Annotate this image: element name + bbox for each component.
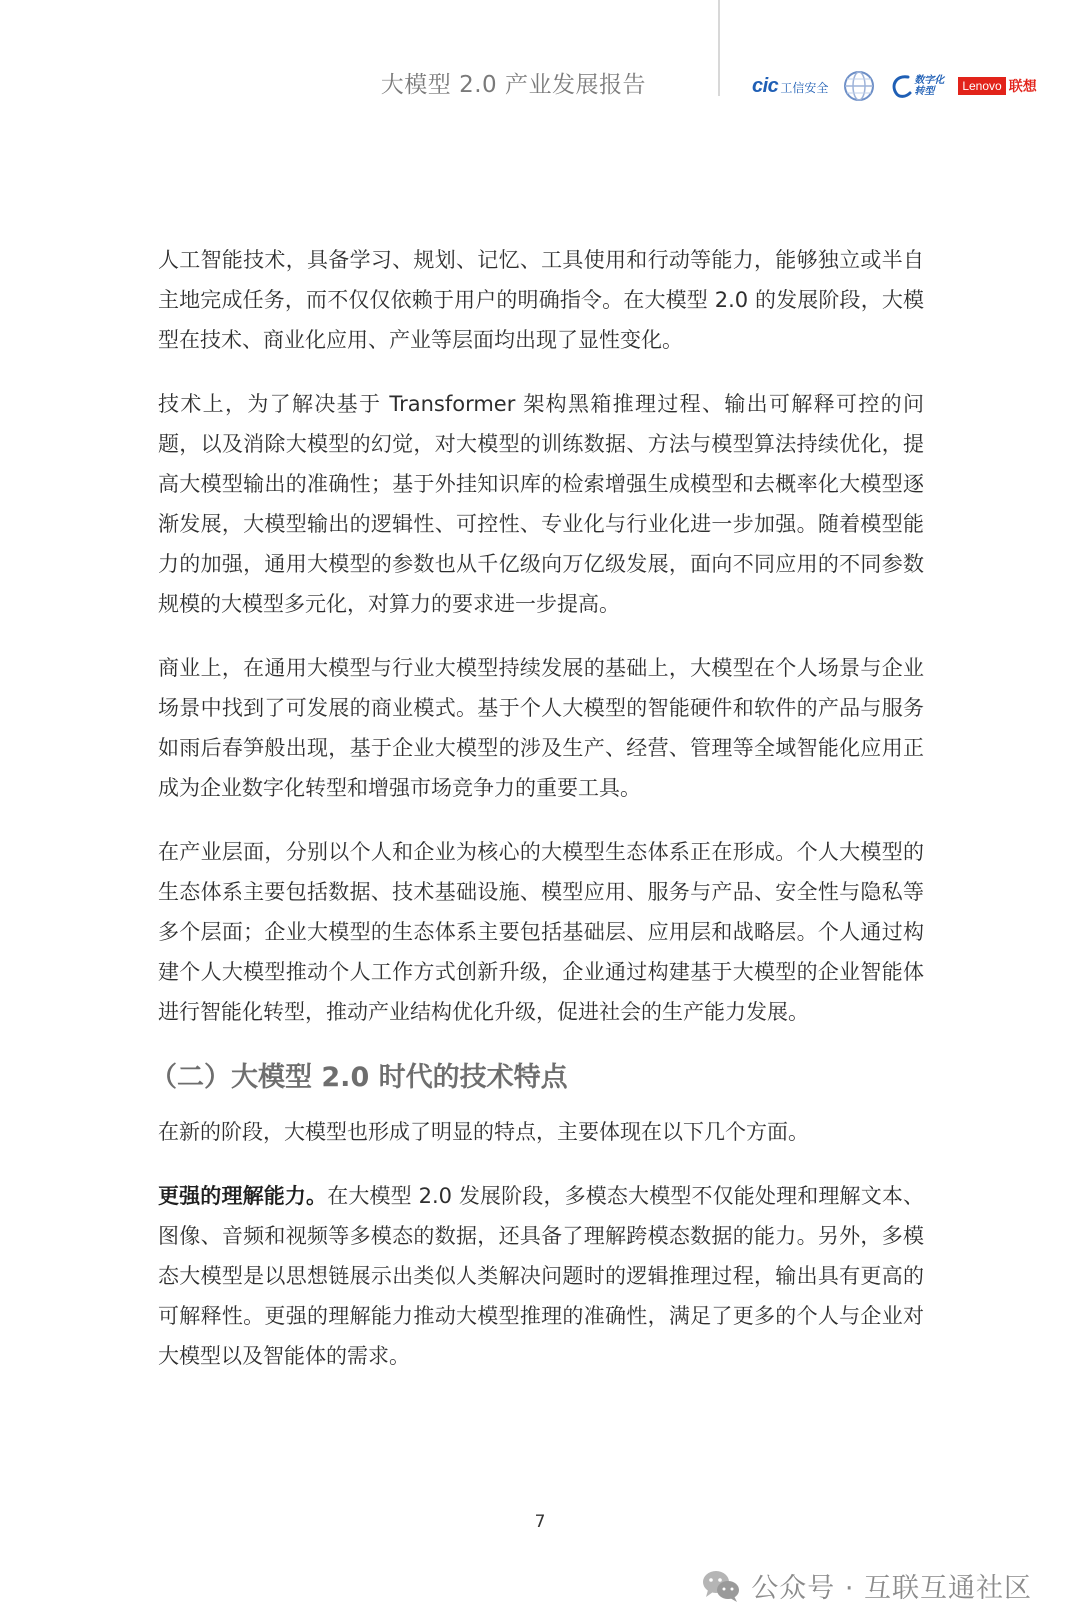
paragraph-understanding-ability bbox=[158, 1176, 924, 1376]
section-heading: （二）大模型 2.0 时代的技术特点 bbox=[150, 1062, 568, 1093]
paragraph-technology: 技术上，为了解决基于 Transformer 架构黑箱推理过程、输出可解释可控的问题，以及消除大模型的幻觉，对大模型的训练数据、方法与模型算法持续优化，提高大模型输出的准确性；基于外挂知识库的检索增强生成模型和去概率化大模型逐渐发展，大模型输出的逻辑性、可控性、专业化与行业化进一步加强。随着模型能力的加强，通用大模型的参数也从千亿级向万亿级发展，面向不同应用的不同参数规模的大模型多元化，对算力的要求进一步提高。 bbox=[158, 392, 924, 616]
digital-transformation-text: 数字化转型 bbox=[914, 75, 945, 97]
header-divider bbox=[718, 0, 720, 96]
header-title: 大模型 2.0 产业发展报告 bbox=[380, 72, 646, 98]
cic-logo bbox=[752, 75, 828, 98]
page-content bbox=[150, 240, 924, 1400]
lenovo-logo bbox=[958, 76, 1036, 96]
lenovo-logo-cn: 联想 bbox=[1008, 79, 1037, 95]
paragraph-section-intro: 在新的阶段，大模型也形成了明显的特点，主要体现在以下几个方面。 bbox=[158, 1120, 809, 1144]
understanding-ability-body: 在大模型 2.0 发展阶段，多模态大模型不仅能处理和理解文本、图像、音频和视频等多模态的数据，还具备了理解跨模态数据的能力。另外，多模态大模型是以思想链展示出类似人类解决问题时的逻辑推理过程，输出具有更高的可解释性。更强的理解能力推动大模型推理的准确性，满足了更多的个人与企业对大模型以及智能体的需求。 bbox=[158, 1184, 924, 1368]
paragraph-business: 商业上，在通用大模型与行业大模型持续发展的基础上，大模型在个人场景与企业场景中找到了可发展的商业模式。基于个人大模型的智能硬件和软件的产品与服务如雨后春笋般出现，基于企业大模型的涉及生产、经营、管理等全域智能化应用正成为企业数字化转型和增强市场竞争力的重要工具。 bbox=[158, 656, 924, 800]
swoosh-logo-icon bbox=[890, 73, 912, 99]
cic-logo-mark: cic bbox=[752, 74, 779, 97]
understanding-ability-lead: 更强的理解能力。 bbox=[158, 1184, 328, 1208]
wechat-icon bbox=[701, 1568, 741, 1604]
cic-logo-text: 工信安全 bbox=[780, 80, 829, 95]
paragraph-ai-agent-definition: 人工智能技术，具备学习、规划、记忆、工具使用和行动等能力，能够独立或半自主地完成任务，而不仅仅依赖于用户的明确指令。在大模型 2.0 的发展阶段，大模型在技术、商业化应用、产业等层面均出现了显性变化。 bbox=[158, 248, 924, 352]
wechat-watermark bbox=[701, 1566, 1032, 1605]
paragraph-industry: 在产业层面，分别以个人和企业为核心的大模型生态体系正在形成。个人大模型的生态体系主要包括数据、技术基础设施、模型应用、服务与产品、安全性与隐私等多个层面；企业大模型的生态体系主要包括基础层、应用层和战略层。个人通过构建个人大模型推动个人工作方式创新升级，企业通过构建基于大模型的企业智能体进行智能化转型，推动产业结构优化升级，促进社会的生产能力发展。 bbox=[158, 840, 924, 1024]
partner-logos bbox=[752, 66, 1037, 106]
page-number: 7 bbox=[534, 1512, 546, 1532]
digital-transformation-logo bbox=[890, 73, 944, 99]
watermark-text: 公众号 · 互联互通社区 bbox=[751, 1573, 1032, 1604]
globe-logo-icon bbox=[842, 69, 876, 103]
lenovo-logo-en: Lenovo bbox=[958, 77, 1005, 95]
